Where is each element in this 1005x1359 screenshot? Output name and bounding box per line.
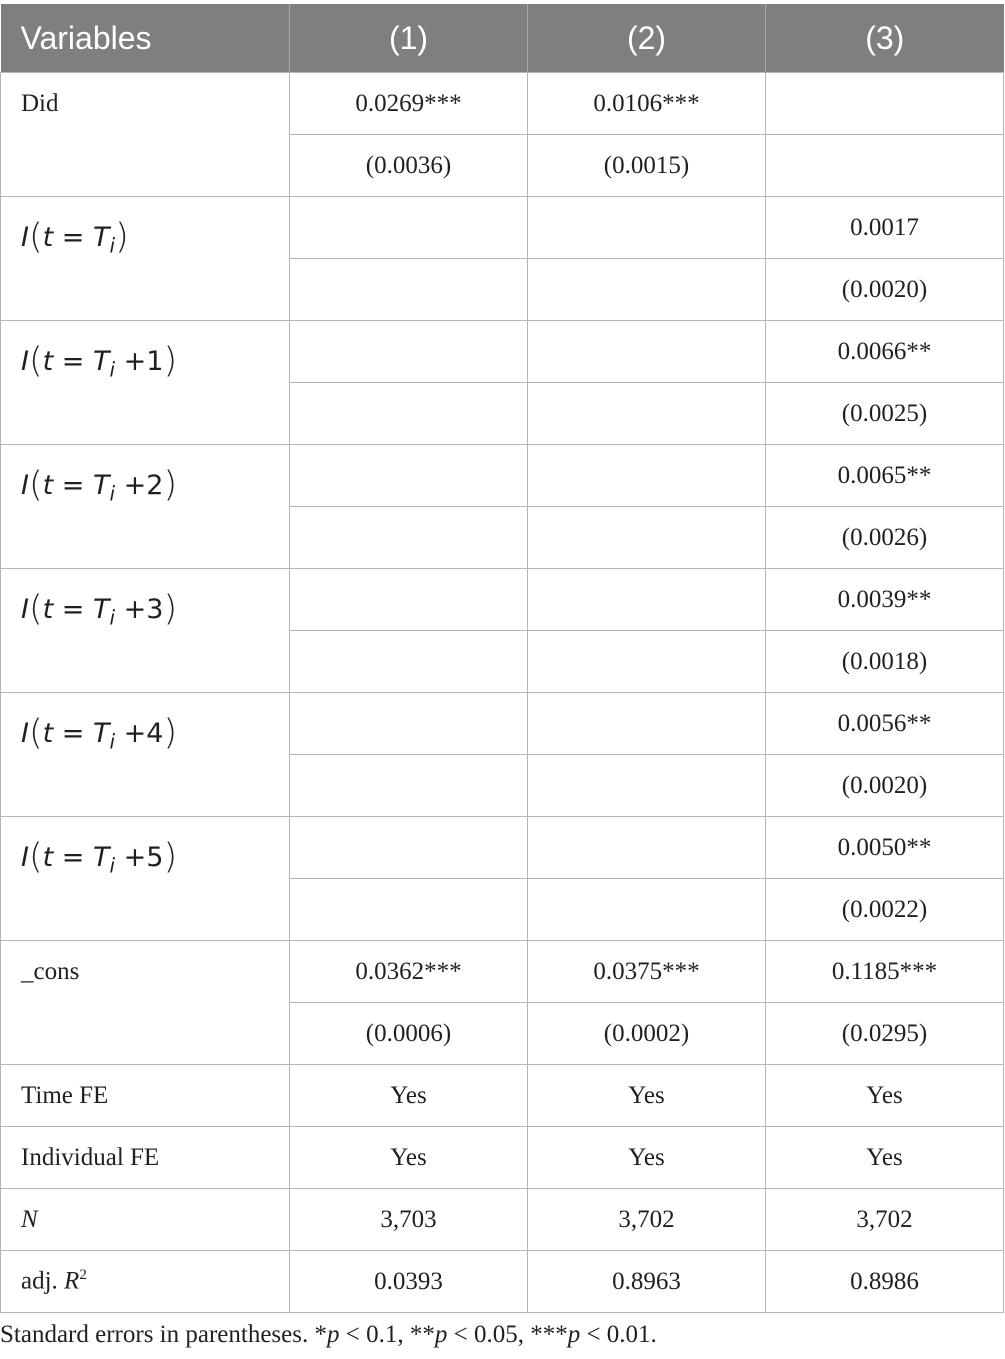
se-cell: (0.0002) [528, 1003, 766, 1065]
row-label-cons: _cons [1, 941, 290, 1065]
se-cell [766, 135, 1004, 197]
se-cell: (0.0025) [766, 383, 1004, 445]
table-row [1, 941, 1004, 1003]
se-cell: (0.0018) [766, 631, 1004, 693]
coef-cell: 0.1185*** [766, 941, 1004, 1003]
se-cell: (0.0036) [290, 135, 528, 197]
coef-cell: 0.0362*** [290, 941, 528, 1003]
table-row [1, 73, 1004, 135]
coef-cell: 0.0065** [766, 445, 1004, 507]
table-footnote: Standard errors in parentheses. *p < 0.1, **p < 0.05, ***p < 0.01. [0, 1321, 657, 1348]
row-label-event-2: $I(t = T_i +2)$ [1, 445, 290, 569]
coef-cell: 0.0375*** [528, 941, 766, 1003]
table-row [1, 817, 1004, 879]
se-cell: (0.0022) [766, 879, 1004, 941]
row-label-time-fe: Time FE [1, 1065, 290, 1127]
table-row [1, 197, 1004, 259]
header-col1: (1) [290, 4, 528, 73]
table-row [1, 321, 1004, 383]
regression-table [0, 4, 1004, 1313]
coef-cell: 0.0050** [766, 817, 1004, 879]
table-row [1, 445, 1004, 507]
table-row [1, 569, 1004, 631]
coef-cell [766, 73, 1004, 135]
coef-cell: 0.0269*** [290, 73, 528, 135]
row-label-event-4: $I(t = T_i +4)$ [1, 693, 290, 817]
coef-cell: 0.0056** [766, 693, 1004, 755]
se-cell: (0.0020) [766, 259, 1004, 321]
coef-cell: 0.0039** [766, 569, 1004, 631]
table-row: Time FE Yes Yes Yes [1, 1065, 1004, 1127]
row-label-n: N [1, 1189, 290, 1251]
table-row: Individual FE Yes Yes Yes [1, 1127, 1004, 1189]
coef-cell: 0.0017 [766, 197, 1004, 259]
header-col2: (2) [528, 4, 766, 73]
row-label-did: Did [1, 73, 290, 197]
row-label-event-0: $I(t = T_i)$ [1, 197, 290, 321]
table-row: N 3,703 3,702 3,702 [1, 1189, 1004, 1251]
table-row: adj. $R^2$ 0.0393 0.8963 0.8986 [1, 1251, 1004, 1313]
header-variables: Variables [1, 4, 290, 73]
se-cell: (0.0006) [290, 1003, 528, 1065]
row-label-adj-r2: adj. $R^2$ [1, 1251, 290, 1313]
header-row [1, 4, 1004, 73]
se-cell: (0.0295) [766, 1003, 1004, 1065]
row-label-event-3: $I(t = T_i +3)$ [1, 569, 290, 693]
row-label-individual-fe: Individual FE [1, 1127, 290, 1189]
se-cell: (0.0026) [766, 507, 1004, 569]
se-cell: (0.0015) [528, 135, 766, 197]
row-label-event-5: $I(t = T_i +5)$ [1, 817, 290, 941]
table-row [1, 693, 1004, 755]
row-label-event-1: $I(t = T_i +1)$ [1, 321, 290, 445]
coef-cell: 0.0066** [766, 321, 1004, 383]
header-col3: (3) [766, 4, 1004, 73]
se-cell: (0.0020) [766, 755, 1004, 817]
coef-cell: 0.0106*** [528, 73, 766, 135]
